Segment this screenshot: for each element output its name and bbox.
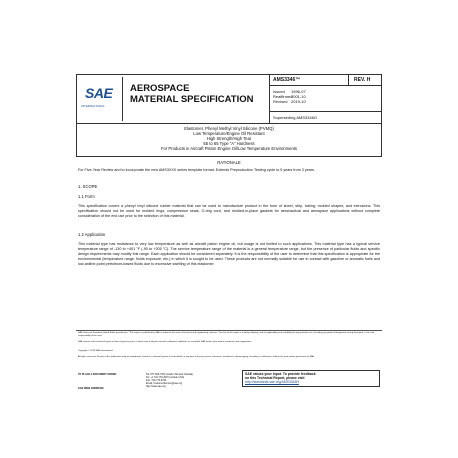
date-row-revised: Revised 2019-10 (273, 99, 306, 104)
order-tel-intl: Tel: +1 724-776-4970 (outside USA) (146, 376, 185, 379)
logo-text: SAE (85, 85, 113, 101)
order-label: TO PLACE A DOCUMENT ORDER: (78, 373, 117, 376)
order-fax: Fax: 724-776-0790 (146, 379, 167, 382)
order-tel-us: Tel: 877-606-7323 (inside USA and Canada) (146, 373, 193, 376)
feedback-line-2: on this Technical Report, please visit (245, 376, 305, 381)
date-list (273, 89, 306, 104)
title-line-2: MATERIAL SPECIFICATION (130, 94, 254, 105)
spec-number: AMS3346™ (273, 77, 301, 83)
application-paragraph: This material type has resistance to very low temperature as well as aircraft piston engine oil, but usage is not limited to such applications. This material type has a typical service temperature range of -130 to +401 °F (-90 to +205 °C). The service temperature range of the material is a general temperature range, but the presence of particular fluids and specific design requirements may modify this range. Each application should be considered separately. It is the responsibility of the user to determine that this specification is appropriate for the environmental (temperature range, fluids exposure, etc.) in which it is sought to be used. These products are not normally suitable for use in contact with gasoline or aromatic fuels and low-aniline-point petroleum-based fluids due to excessive swelling of this elastomer. (78, 242, 380, 266)
date-row-issued: Issued 1996-07 (273, 89, 306, 94)
spec-metadata (269, 75, 381, 123)
order-contacts (146, 373, 193, 388)
order-website[interactable]: http://www.sae.org (146, 385, 166, 388)
feedback-link[interactable]: http://standards.sae.org/AMS3346H (245, 380, 299, 385)
footer-rules-text: SAE Technical Standards Board Rules provide that: "This report is published by SAE to advance the state of technical and engineering sciences. The use of this report is entirely voluntary, and its applicability and suitability for any particular use, including any patent infringement arising therefrom, is the sole responsibility of the user." (78, 332, 375, 337)
footer-review-text: SAE reviews each technical report at least every five years at which time it may be revised, reaffirmed, stabilized, or cancelled. SAE invites your written comments and suggestions. (78, 341, 252, 343)
title-line-1: AEROSPACE (130, 83, 190, 94)
logo-subtext: INTERNATIONAL (81, 104, 105, 108)
form-paragraph: This specification covers a phenyl vinyl silicone rubber material that can be used to manufacture product in the form of sheet, strip, tubing, molded shapes, and extrusions. This specification should not be used for molded rings, compression seals, O-ring cord, and molded-in-place gaskets for aeronautical and aerospace applications without complete consideration of the end use prior to the selection of this material. (78, 204, 380, 218)
rights-text: All rights reserved. No part of this publication may be reproduced, stored in a retrieval system or transmitted, in any form or by any means, electronic, mechanical, photocopying, recording, or otherwise, without the prior written permission of SAE. (78, 356, 315, 358)
sae-logo (79, 77, 123, 121)
revision-cell (348, 75, 381, 85)
material-line-3: High Strength/High Tear (206, 136, 252, 141)
feedback-line-1: SAE values your input. To provide feedback (245, 372, 316, 376)
document-header (76, 74, 382, 124)
revision-label: REV. H (354, 77, 371, 83)
footer-divider (76, 330, 382, 331)
order-email[interactable]: Email: CustomerService@sae.org (146, 382, 183, 385)
superseding-text: Superseding AMS3346G (273, 115, 318, 120)
material-line-4: 55 to 65 Type “A” Hardness (203, 141, 255, 146)
date-row-reaffirmed: Reaffirmed2001-10 (273, 94, 306, 99)
spec-number-row (270, 75, 381, 86)
application-heading: 1.2 Application (78, 232, 106, 237)
copyright-text: Copyright © 2019 SAE International (78, 350, 113, 352)
document-page (76, 74, 382, 392)
material-line-5: For Products in Aircraft Piston Engine Oil/Low Temperature Environments (160, 146, 298, 151)
feedback-box (242, 370, 380, 387)
material-line-2: Low Temperature/Engine Oil Resistant (193, 131, 265, 136)
material-title-box (76, 124, 382, 157)
scope-heading: 1. SCOPE (78, 184, 98, 189)
document-title (130, 83, 270, 105)
form-heading: 1.1 Form (78, 194, 95, 199)
rationale-heading: RATIONALE (217, 160, 241, 165)
superseding-row (270, 111, 381, 123)
web-address-label: SAE WEB ADDRESS: (78, 387, 105, 390)
material-line-1: Elastomer, Phenyl Methyl Vinyl Silicone (PVMQ) (184, 126, 274, 131)
rationale-text: For Five-Year Review and to incorporate the new AMS3XXX series template format. Extends Preproduction Testing cycle to 5 years from 3 years. (78, 168, 315, 172)
